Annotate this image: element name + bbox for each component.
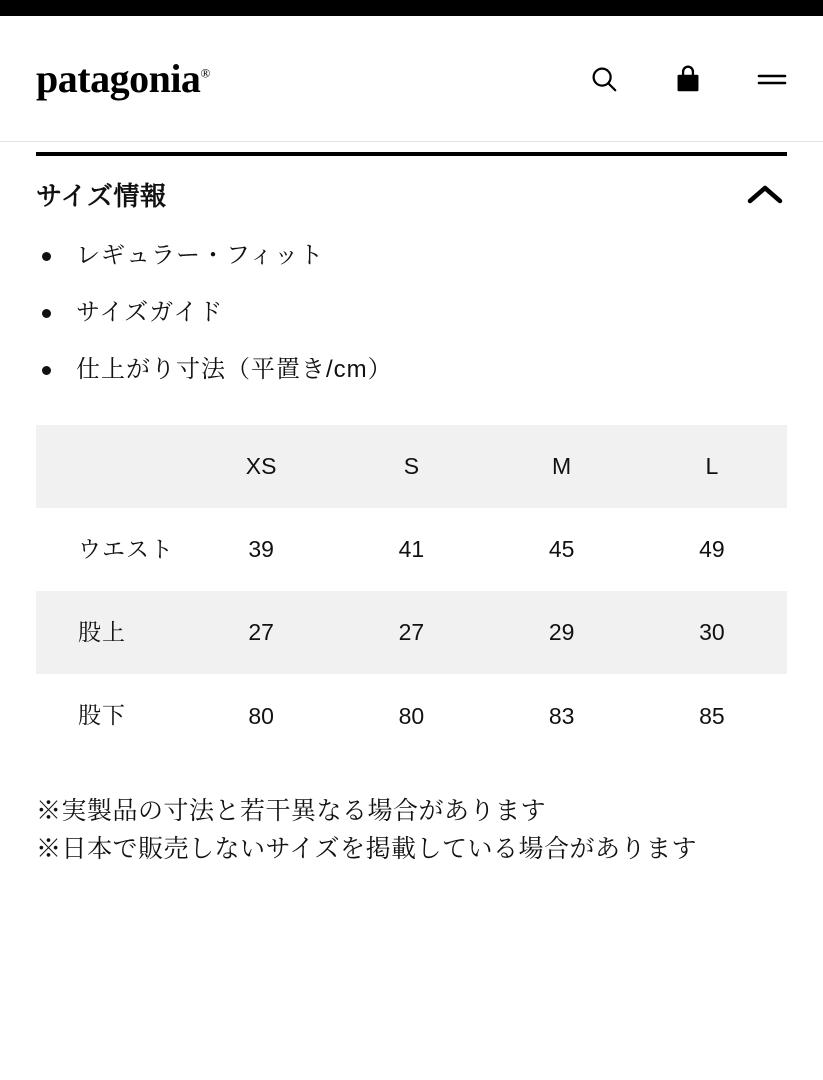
table-row: [36, 508, 787, 591]
size-table-head: [36, 425, 787, 508]
list-item: レギュラー・フィット: [36, 239, 787, 274]
cell-waist-m: 45: [548, 536, 575, 563]
list-item: 仕上がり寸法（平置き/cm）: [36, 353, 787, 388]
cell-inseam-s: 80: [398, 702, 425, 729]
menu-icon[interactable]: [755, 62, 789, 96]
column-header-s: S: [403, 453, 420, 480]
size-info-accordion-header[interactable]: [0, 156, 823, 221]
cell-inseam-xs: 80: [248, 702, 274, 729]
table-corner-cell: [36, 425, 186, 508]
cell-waist-xs: 39: [248, 536, 274, 563]
search-icon[interactable]: [587, 62, 621, 96]
page-title: サイズ情報: [36, 181, 167, 211]
note-line: ※実製品の寸法と若干異なる場合があります: [36, 796, 547, 825]
header-actions: [587, 62, 789, 96]
cell-inseam-m: 83: [548, 702, 575, 729]
cell-rise-m: 29: [548, 619, 575, 646]
table-row: [36, 674, 787, 757]
cell-inseam-l: 85: [699, 702, 725, 729]
site-header: [0, 16, 823, 142]
row-label-inseam: 股下: [78, 702, 126, 729]
status-bar: [0, 0, 823, 16]
size-notes: [36, 792, 787, 870]
cell-waist-l: 49: [699, 536, 725, 563]
table-row: [36, 591, 787, 674]
list-item[interactable]: サイズガイド: [36, 296, 787, 331]
registered-mark: ®: [200, 65, 211, 81]
column-header-xs: XS: [245, 453, 277, 480]
note-line: ※日本で販売しないサイズを掲載している場合があります: [36, 835, 698, 864]
chevron-up-icon[interactable]: [743, 180, 787, 210]
cell-rise-xs: 27: [248, 619, 274, 646]
cell-waist-s: 41: [398, 536, 425, 563]
table-header-row: [36, 425, 787, 508]
bag-icon[interactable]: [671, 62, 705, 96]
column-header-m: M: [552, 453, 572, 480]
cell-rise-s: 27: [398, 619, 425, 646]
size-table-wrapper: [36, 425, 787, 757]
size-table: [36, 425, 787, 757]
cell-rise-l: 30: [699, 619, 725, 646]
row-label-waist: ウエスト: [78, 536, 174, 563]
patagonia-logo[interactable]: [36, 55, 211, 101]
brand-text: patagonia: [36, 55, 201, 101]
size-table-body: [36, 508, 787, 757]
size-info-bullets: [0, 239, 823, 409]
column-header-l: L: [705, 453, 719, 480]
row-label-rise: 股上: [78, 619, 126, 646]
